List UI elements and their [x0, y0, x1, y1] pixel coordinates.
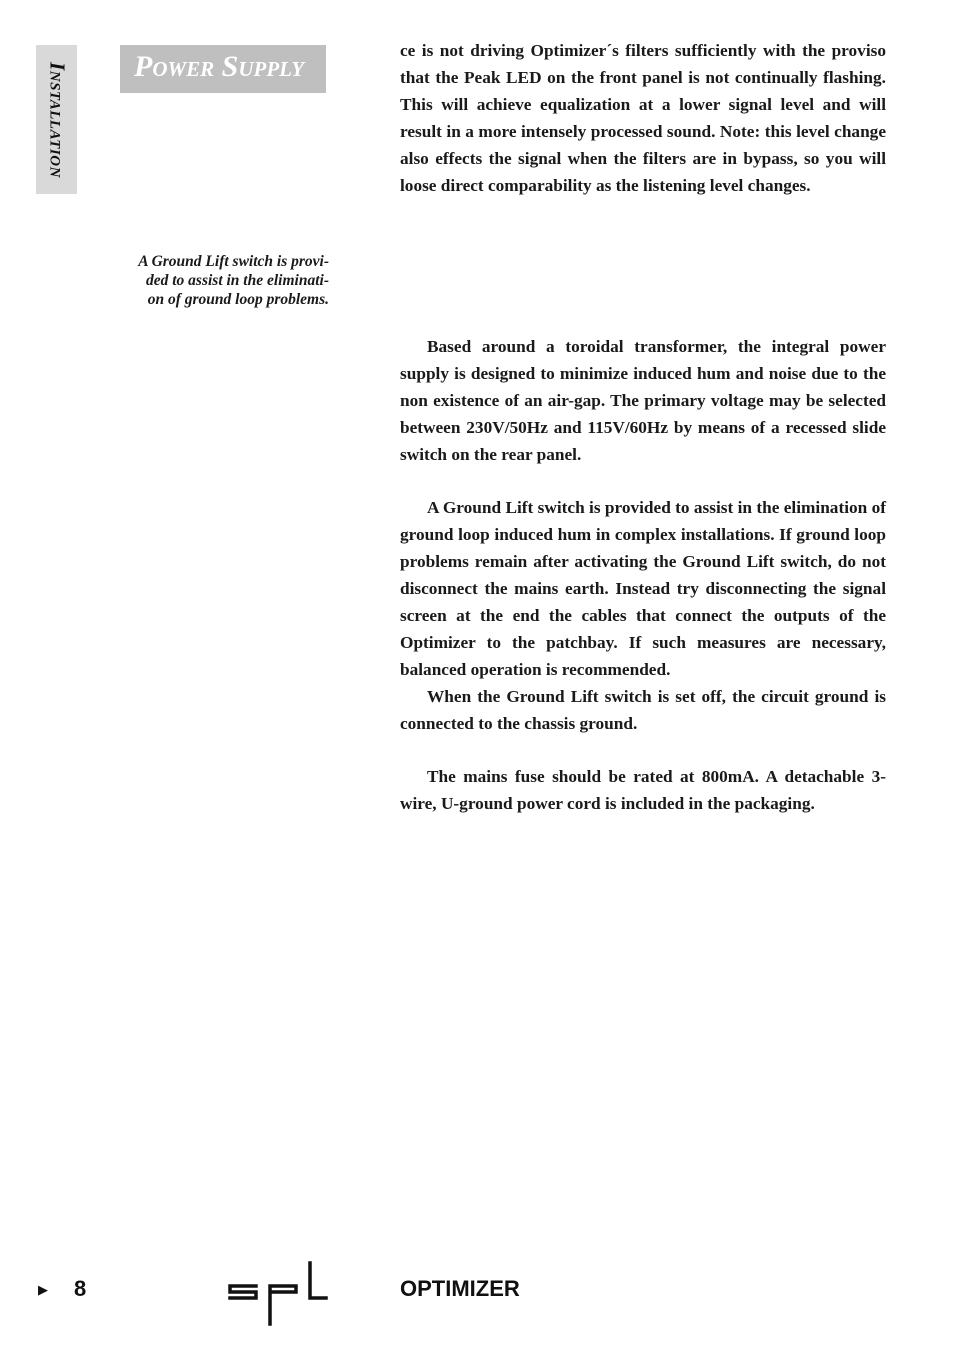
paragraph-ground-lift: A Ground Lift switch is provided to assist in the elimination of ground loop induced hum in complex installations. If ground loop problems remain after activating the Ground Lift switch, do not disconnect the mains earth. Instead try disconnecting the signal screen at the end the cables that connect the outputs of the Optimizer to the patchbay. If such measures are necessary, balanced operation is recommended.: [400, 498, 886, 679]
spl-logo: [226, 1261, 328, 1327]
margin-note-line: A Ground Lift switch is provi-: [138, 253, 329, 270]
section-side-tab-label: Installation: [45, 61, 69, 178]
page-number: 8: [74, 1276, 87, 1301]
paragraph-power-supply: Based around a toroidal transformer, the integral power supply is designed to minimize induced hum and noise due to the non existence of an air-gap. The primary voltage may be selected between 230V/50Hz and 115V/60Hz by means of a recessed slide switch on the rear panel.: [400, 337, 886, 464]
section-title: Power Supply: [134, 50, 305, 83]
body-column-main: [400, 334, 886, 818]
body-column-top: [400, 38, 886, 199]
section-title-box: [120, 45, 326, 93]
margin-note-line: on of ground loop problems.: [147, 291, 329, 308]
paragraph-ground-lift-off: When the Ground Lift switch is set off, the circuit ground is connected to the chassis ground.: [400, 686, 886, 733]
margin-note-line: ded to assist in the eliminati-: [145, 272, 329, 289]
margin-note: [110, 252, 329, 309]
section-side-tab: [36, 45, 77, 194]
intro-paragraph: ce is not driving Optimizer´s filters sufficiently with the proviso that the Peak LED on the front panel is not continually flashing. This will achieve equalization at a lower signal level and will result in a more intensely processed sound. Note: this level change also effects the signal when the filters are in bypass, so you will loose direct comparability as the listening level changes.: [400, 41, 886, 195]
paragraph-mains-fuse: The mains fuse should be rated at 800mA. A detachable 3-wire, U-ground power cord is included in the packaging.: [400, 767, 886, 814]
product-name: OPTIMIZER: [400, 1276, 520, 1301]
page-arrow-icon: ▶: [38, 1283, 48, 1298]
